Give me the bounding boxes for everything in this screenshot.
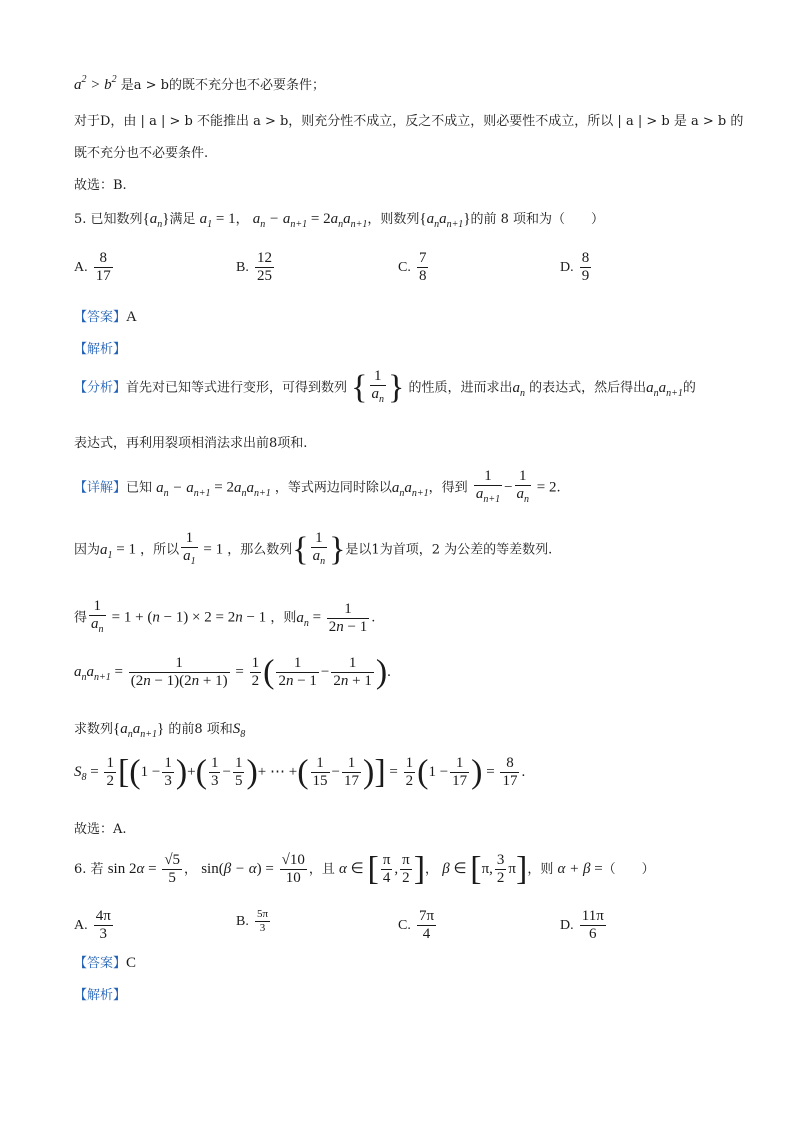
q5-xiangjie-line-6: $S_8$ = $\frac{1}{2}$ [(1 − $\frac{1}{3}$ )+( $\frac{1}{3}$ − $\frac{1}{5}$ )+ ⋯ +( $\frac{1}{15}$ − $\frac{1}{17}$ )] = $\frac{1}{2}$ (1 − $\frac{1}{17}$ ) = $\frac{8}{17}$ . xyxy=(74,753,526,791)
q5-option-d[interactable]: D. $\frac{8}{9}$ xyxy=(560,250,590,284)
q5-option-a[interactable]: A. $\frac{8}{17}$ xyxy=(74,250,111,284)
q5-answer: 【答案】A xyxy=(74,309,137,325)
q5-option-b[interactable]: B. $\frac{12}{25}$ xyxy=(236,250,272,284)
q5-xiangjie-line-2: 因为$a_1 = 1$ ，所以 $\frac{1}{a_1}$ = 1 ，那么数列{ $\frac{1}{a_n}$ }是以1为首项，2 为公差的等差数列. xyxy=(74,530,553,568)
q6-jiexi-label: 【解析】 xyxy=(74,988,127,1003)
q5-fenxi-line-1: 【分析】首先对已知等式进行变形，可得到数列 { $\frac{1}{a_n}$ } 的性质，进而求出$a_n$ 的表达式，然后得出$a_na_{n+1}$的 xyxy=(74,368,696,406)
prev-answer: 故选：B. xyxy=(74,178,127,193)
q5-xiangjie-line-4: $a_na_{n+1}$ = $\frac{1}{(2n - 1)(2n + 1)}$ = $\frac{1}{2}$ ( $\frac{1}{2n - 1}$ − $\frac{1}{2n + 1}$ ). xyxy=(74,653,391,691)
q5-result: 故选：A. xyxy=(74,822,127,837)
q6-answer: 【答案】C xyxy=(74,955,137,971)
q5-xiangjie-line-1: 【详解】已知 $a_n - a_{n+1} = 2a_na_{n+1}$ ，等式两边同时除以$a_na_{n+1}$，得到 $\frac{1}{a_{n+1}}$ − $\frac{1}{a_n}$ = 2. xyxy=(74,468,561,505)
q6-stem: 6. 若 sin 2α = $\frac{√5}{5}$ ， sin(β − α) = $\frac{√10}{10}$ ，且 α ∈ [ $\frac{\pi}{4}$ , $\frac{\pi}{2}$ ]， β ∈ [π, $\frac{3}{2}$ π]，则 α + β =（ ） xyxy=(74,850,655,888)
prev-line-1: $a^2 > b^2$ 是a > b的既不充分也不必要条件； xyxy=(74,74,325,93)
q5-xiangjie-line-5: 求数列$\{a_na_{n+1}\}$ 的前8 项和$S_8$ xyxy=(74,721,246,740)
q5-jiexi-label: 【解析】 xyxy=(74,342,127,357)
prev-line-3: 既不充分也不必要条件. xyxy=(74,146,209,161)
q5-stem: 5. 已知数列$\{a_n\}$满足 $a_1 = 1$， $a_n - a_{n+1} = 2a_na_{n+1}$，则数列$\{a_na_{n+1}\}$的前 8 项和为（ ） xyxy=(74,211,605,230)
q6-option-a[interactable]: A. $\frac{4\pi}{3}$ xyxy=(74,908,111,942)
q5-option-c[interactable]: C. $\frac{7}{8}$ xyxy=(398,250,427,284)
q5-fenxi-line-2: 表达式，再利用裂项相消法求出前8项和. xyxy=(74,436,308,451)
q6-option-b[interactable]: B. $\frac{5\pi}{3}$ xyxy=(236,908,269,934)
q5-xiangjie-line-3: 得 $\frac{1}{a_n}$ = 1 + (n − 1) × 2 = 2n − 1 ，则$a_n$ = $\frac{1}{2n - 1}$ . xyxy=(74,598,376,635)
q6-option-c[interactable]: C. $\frac{7\pi}{4}$ xyxy=(398,908,435,942)
prev-line-2: 对于D，由 | a | > b 不能推出 a > b，则充分性不成立，反之不成立，则必要性不成立，所以 | a | > b 是 a > b 的 xyxy=(74,114,744,129)
q6-option-d[interactable]: D. $\frac{11\pi}{6}$ xyxy=(560,908,604,942)
